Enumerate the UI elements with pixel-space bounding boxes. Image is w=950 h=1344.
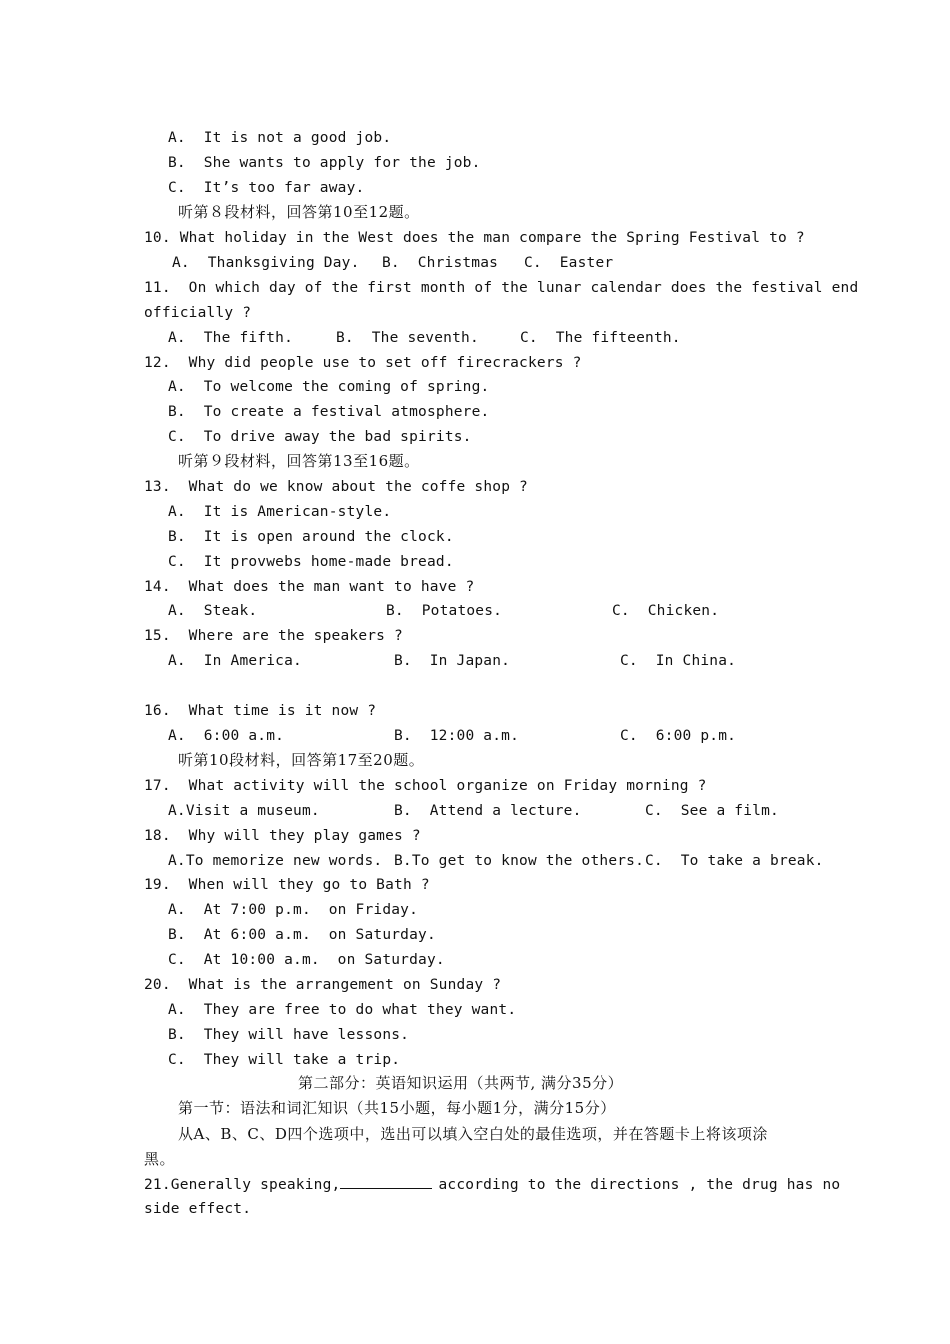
q19-option-b: B. At 6:00 a.m. on Saturday.: [168, 927, 436, 943]
q20-option-a: A. They are free to do what they want.: [168, 1002, 517, 1018]
q14-option-a: A. Steak.: [168, 603, 258, 619]
q11-option-a: A. The fifth.: [168, 330, 294, 346]
part2-section1-heading: 第一节：语法和词汇知识（共15小题，每小题1分，满分15分）: [178, 1099, 616, 1117]
q21-question-line1: [144, 1174, 840, 1195]
q13-option-c: C. It provwebs home-made bread.: [168, 554, 454, 570]
q17-option-c: C. See a film.: [645, 803, 779, 819]
section8-instruction: 听第８段材料，回答第10至12题。: [178, 203, 420, 221]
q9-option-c: C. It’s too far away.: [168, 180, 365, 196]
q16-option-b: B. 12:00 a.m.: [394, 728, 520, 744]
q21-suffix: according to the directions , the drug has no: [438, 1177, 841, 1193]
q12-question: 12. Why did people use to set off firecrackers ?: [144, 355, 582, 371]
q12-option-b: B. To create a festival atmosphere.: [168, 404, 490, 420]
q16-option-c: C. 6:00 p.m.: [620, 728, 737, 744]
q18-option-a: A.To memorize new words.: [168, 853, 383, 869]
q11-question-line1: 11. On which day of the first month of the lunar calendar does the festival end: [144, 280, 859, 296]
q12-option-a: A. To welcome the coming of spring.: [168, 379, 490, 395]
q17-option-b: B. Attend a lecture.: [394, 803, 582, 819]
q16-option-a: A. 6:00 a.m.: [168, 728, 285, 744]
q19-option-a: A. At 7:00 p.m. on Friday.: [168, 902, 419, 918]
q18-option-c: C. To take a break.: [645, 853, 824, 869]
q10-option-b: B. Christmas: [382, 255, 499, 271]
q20-option-c: C. They will take a trip.: [168, 1052, 401, 1068]
q17-option-a: A.Visit a museum.: [168, 803, 320, 819]
part2-instruction-line1: 从A、B、C、D四个选项中，选出可以填入空白处的最佳选项，并在答题卡上将该项涂: [178, 1125, 768, 1143]
q10-option-a: A. Thanksgiving Day.: [172, 255, 360, 271]
part2-title: 第二部分：英语知识运用（共两节, 满分35分）: [298, 1074, 624, 1092]
q11-option-b: B. The seventh.: [336, 330, 479, 346]
q13-option-b: B. It is open around the clock.: [168, 529, 454, 545]
q13-option-a: A. It is American-style.: [168, 504, 392, 520]
q9-option-a: A. It is not a good job.: [168, 130, 392, 146]
q15-option-c: C. In China.: [620, 653, 737, 669]
q15-option-b: B. In Japan.: [394, 653, 511, 669]
q14-option-b: B. Potatoes.: [386, 603, 503, 619]
q12-option-c: C. To drive away the bad spirits.: [168, 429, 472, 445]
part2-instruction-line2: 黑。: [144, 1150, 176, 1168]
q15-question: 15. Where are the speakers ?: [144, 628, 403, 644]
q20-question: 20. What is the arrangement on Sunday ?: [144, 977, 502, 993]
section9-instruction: 听第９段材料，回答第13至16题。: [178, 452, 420, 470]
q11-question-line2: officially ?: [144, 305, 252, 321]
q9-option-b: B. She wants to apply for the job.: [168, 155, 481, 171]
q18-option-b: B.To get to know the others.: [394, 853, 645, 869]
q18-question: 18. Why will they play games ?: [144, 828, 421, 844]
q14-option-c: C. Chicken.: [612, 603, 720, 619]
q10-question: 10. What holiday in the West does the man compare the Spring Festival to ?: [144, 230, 805, 246]
q13-question: 13. What do we know about the coffe shop ?: [144, 479, 528, 495]
q19-option-c: C. At 10:00 a.m. on Saturday.: [168, 952, 445, 968]
q15-option-a: A. In America.: [168, 653, 302, 669]
q11-option-c: C. The fifteenth.: [520, 330, 681, 346]
q20-option-b: B. They will have lessons.: [168, 1027, 410, 1043]
q21-answer-blank: [340, 1174, 432, 1189]
q17-question: 17. What activity will the school organize on Friday morning ?: [144, 778, 707, 794]
q14-question: 14. What does the man want to have ?: [144, 579, 475, 595]
q19-question: 19. When will they go to Bath ?: [144, 877, 430, 893]
q16-question: 16. What time is it now ?: [144, 703, 377, 719]
q21-question-line2: side effect.: [144, 1201, 252, 1217]
q21-prefix: 21.Generally speaking,: [144, 1177, 341, 1193]
q10-option-c: C. Easter: [524, 255, 614, 271]
section10-instruction: 听第10段材料，回答第17至20题。: [178, 751, 425, 769]
